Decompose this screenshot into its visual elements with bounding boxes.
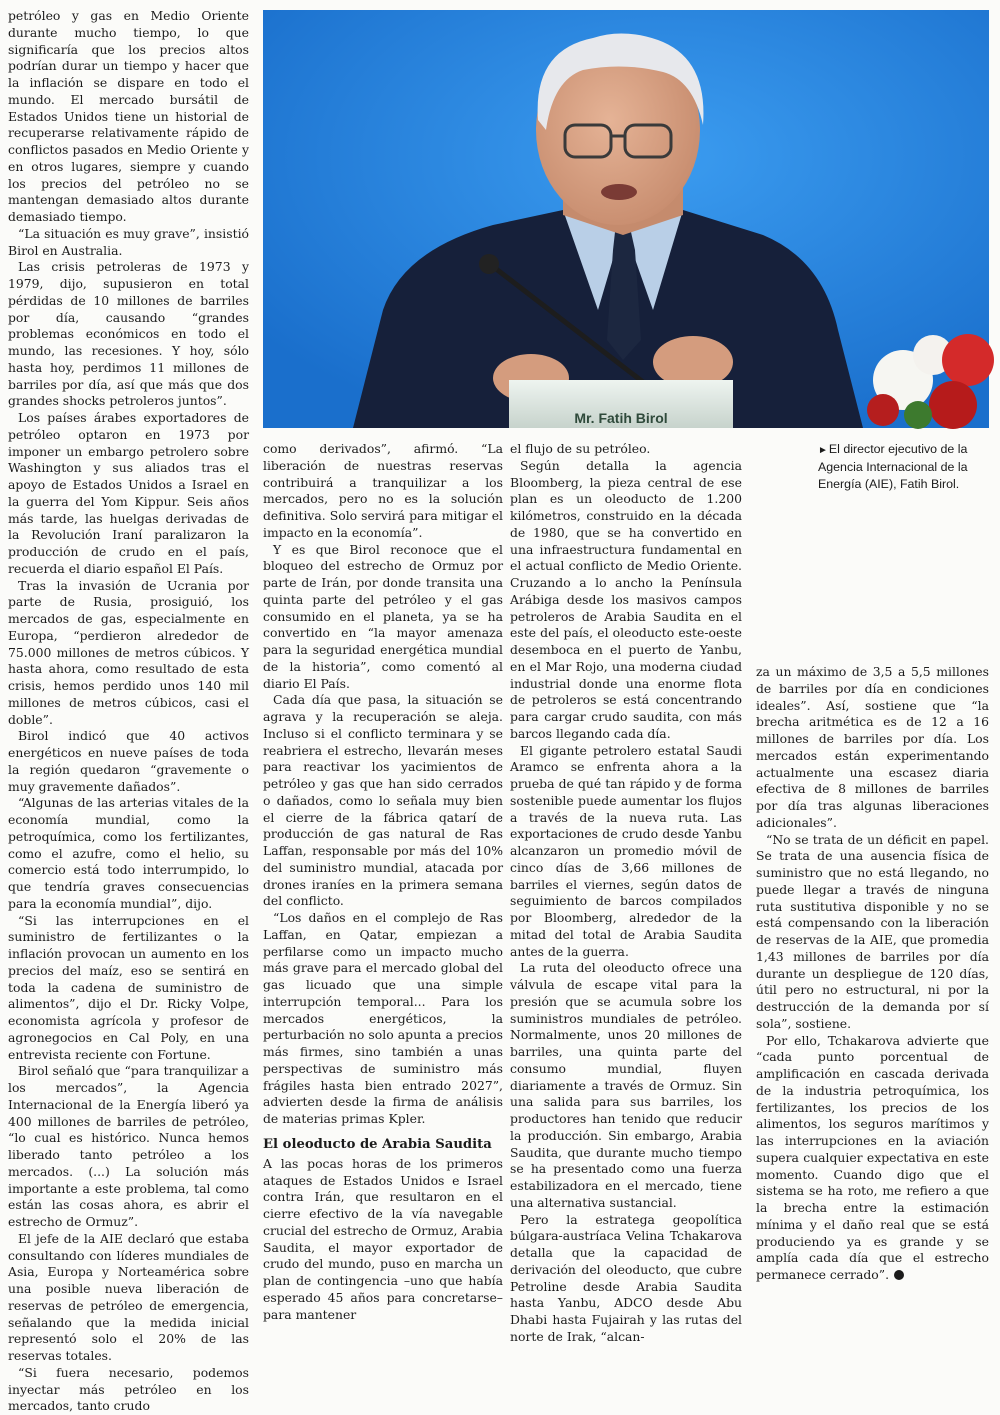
podium-label: Mr. Fatih Birol <box>574 410 668 426</box>
caption-arrow: ► <box>818 445 828 456</box>
paragraph: Tras la invasión de Ucrania por parte de Rusia, prosiguió, los mercados de gas, especialmente en Europa, “perdieron alrededor de 75.000 millones de metros cúbicos. Y hasta ahora, como resultado de esta crisis, hemos perdido unos 140 mil millones de metros cúbicos, casi el doble”. <box>8 577 249 727</box>
paragraph: za un máximo de 3,5 a 5,5 millones de barriles por día en condiciones ideales”. Así, sostiene que “la brecha aritmética es de 12 a 16 millones de barriles por día. Los mercados están experimentando actualmente una escasez diaria efectiva de 8 millones de barriles por día tras algunas liberaciones adicionales”. <box>756 664 989 830</box>
article-photo <box>263 10 989 428</box>
paragraph: Según detalla la agencia Bloomberg, la pieza central de ese plan es un oleoducto de 1.200 kilómetros, construido en la década de 1980, que se ha convertido en una infraestructura fundamental en el actual conflicto de Medio Oriente. Cruzando a lo ancho la Península Arábiga desde los masivos campos petroleros de Arabia Saudita en el este del país, el oleoducto este-oeste desemboca en el puerto de Yanbu, en el Mar Rojo, una moderna ciudad industrial donde una enorme flota de petroleros se está concentrando para cargar crudo saudita, con más barcos llegando cada día. <box>510 457 742 741</box>
paragraph: Birol indicó que 40 activos energéticos en nueve países de toda la región quedaron “gravemente o muy gravemente dañados”. <box>8 728 249 794</box>
caption-text: El director ejecutivo de la Agencia Internacional de la Energía (AIE), Fatih Birol. <box>818 442 968 491</box>
paragraph: petróleo y gas en Medio Oriente durante mucho tiempo, lo que significaría que los precios altos podrían durar un tiempo y hacer que la inflación se dispare en todo el mundo. El mercado bursátil de Estados Unidos tiene un historial de recuperarse relativamente rápido de conflictos pasados en Medio Oriente y en otros lugares, siempre y cuando los precios del petróleo no se mantengan demasiado altos durante demasiado tiempo. <box>8 8 249 224</box>
paragraph: “Algunas de las arterias vitales de la economía mundial, como la petroquímica, como los fertilizantes, como el azufre, como el helio, su comercio está todo interrumpido, lo que tendría graves consecuencias para la economía mundial”, dijo. <box>8 795 249 911</box>
article-column-4 <box>756 664 989 1282</box>
end-of-article-mark <box>894 1270 904 1280</box>
article-column-3 <box>510 441 742 1344</box>
paragraph: Y es que Birol reconoce que el bloqueo del estrecho de Ormuz por parte de Irán, por donde transita una quinta parte del petróleo y el gas consumido en el planeta, ya se ha convertido en “la mayor amenaza para la seguridad energética mundial de la historia”, como comentó al diario El País. <box>263 541 503 691</box>
paragraph <box>756 1033 989 1284</box>
paragraph: Las crisis petroleras de 1973 y 1979, dijo, supusieron en total pérdidas de 10 millones de barriles por día, causando “grandes problemas económicos en todo el mundo, las recesiones. Y hoy, sólo hasta hoy, perdimos 11 millones de barriles por día, así que más que dos grandes shocks petroleros juntos”. <box>8 259 249 409</box>
paragraph: Birol señaló que “para tranquilizar a los mercados”, la Agencia Internacional de la Energía liberó ya 400 millones de barriles de petróleo, “lo cual es histórico. Nunca hemos liberado tanto petróleo a los mercados. (...) La solución más importante a este problema, tal como están las cosas ahora, es abrir el estrecho de Ormuz”. <box>8 1063 249 1229</box>
paragraph: Cada día que pasa, la situación se agrava y la recuperación se aleja. Incluso si el conflicto terminara y se reabriera el estrecho, llevarán meses para reactivar los yacimientos de petróleo y gas que han sido cerrados o dañados, como lo señala muy bien el cierre de la fábrica qatarí de producción de gas natural de Ras Laffan, responsable por más del 10% del suministro mundial, atacada por drones iraníes en la primera semana del conflicto. <box>263 692 503 909</box>
paragraph: “Los daños en el complejo de Ras Laffan, en Qatar, empiezan a perfilarse como un impacto mucho más grave para el mercado global del gas licuado que una simple interrupción temporal... Para los mercados energéticos, la perturbación no solo apunta a precios más firmes, sino también a unas perspectivas de suministro más frágiles hasta bien entrado 2027”, advierten desde la firma de análisis de materias primas Kpler. <box>263 910 503 1126</box>
article-column-1 <box>8 8 249 1414</box>
paragraph: Los países árabes exportadores de petróleo optaron en 1973 por imponer un embargo petrolero sobre Washington y sus aliados tras el apoyo de Estados Unidos a Israel en la guerra del Yom Kippur. Seis años más tarde, las huelgas derivadas de la Revolución Iraní paralizaron la producción de crudo en el país, recuerda el diario español El País. <box>8 410 249 576</box>
paragraph: “Si las interrupciones en el suministro de fertilizantes o la inflación provocan un aumento en los precios del maíz, eso se sentirá en toda la cadena de suministro de alimentos”, dijo el Dr. Ricky Volpe, economista agrícola y profesor de agronegocios en Cal Poly, en una entrevista reciente con Fortune. <box>8 912 249 1062</box>
section-subheading: El oleoducto de Arabia Saudita <box>263 1136 492 1152</box>
paragraph: “Si fuera necesario, podemos inyectar más petróleo en los mercados, tanto crudo <box>8 1364 249 1414</box>
article-column-2 <box>263 441 503 1322</box>
paragraph: El jefe de la AIE declaró que estaba consultando con líderes mundiales de Asia, Europa y Norteamérica sobre una posible nueva liberación de reservas de petróleo de emergencia, señalando que la medida inicial representó solo el 20% de las reservas totales. <box>8 1230 249 1363</box>
paragraph: Pero la estratega geopolítica búlgara-austríaca Velina Tchakarova detalla que la capacidad de derivación del oleoducto, que cubre Petroline desde Arabia Saudita hasta Yanbu, ADCO desde Abu Dhabi hasta Fujairah y las rutas del norte de Irak, “alcan- <box>510 1211 742 1344</box>
paragraph: El gigante petrolero estatal Saudi Aramco se enfrenta ahora a la prueba de qué tan rápido y de forma sostenible puede aumentar los flujos a través de la nueva ruta. Las exportaciones de crudo desde Yanbu alcanzaron un promedio móvil de cinco días de 3,66 millones de barriles el viernes, según datos de seguimiento de barcos compilados por Bloomberg, alrededor de la mitad del total de Arabia Saudita antes de la guerra. <box>510 742 742 959</box>
paragraph: el flujo de su petróleo. <box>510 441 651 456</box>
paragraph: “La situación es muy grave”, insistió Birol en Australia. <box>8 225 249 258</box>
paragraph: La ruta del oleoducto ofrece una válvula de escape vital para la presión que se acumula sobre los suministros mundiales de petróleo. Normalmente, unos 20 millones de barriles, una quinta parte del consumo mundial, fluyen diariamente a través de Ormuz. Sin una salida para sus barriles, los productores han tenido que reducir la producción. Sin embargo, Arabia Saudita, que durante mucho tiempo se ha presentado como una fuerza estabilizadora en el mercado, tiene una alternativa sustancial. <box>510 960 742 1210</box>
paragraph: A las pocas horas de los primeros ataques de Estados Unidos e Israel contra Irán, que resultaron en el cierre efectivo de la vía navegable crucial del estrecho de Ormuz, Arabia Saudita, el mayor exportador de crudo del mundo, puso en marcha un plan de contingencia –uno que había esperado 45 años para concretarse– para mantener <box>263 1155 503 1322</box>
paragraph: como derivados”, afirmó. “La liberación de nuestras reservas contribuirá a tranquilizar a los mercados, pero no es la solución definitiva. Solo servirá para mitigar el impacto en la economía”. <box>263 441 503 540</box>
photo-caption <box>818 441 990 493</box>
paragraph-text: Por ello, Tchakarova advierte que “cada punto porcentual de amplificación en cascada derivada de la industria petroquímica, los fertilizantes, los precios de los alimentos, los seguros marítimos y las interrupciones en la aviación supera cualquier expectativa en este momento. Cuando digo que el sistema se ha roto, me refiero a que la brecha entre la estimación mínima y el daño real que se está produciendo ya es grande y se amplía cada día que el estrecho permanece cerrado”. <box>756 1032 989 1282</box>
paragraph: “No se trata de un déficit en papel. Se trata de una ausencia física de suministro que no está llegando, no puede llegar a través de ninguna ruta sustitutiva disponible y no se está compensando con la liberación de reservas de la AIE, que promedia 1,43 millones de barriles por día durante un despliegue de 120 días, útil pero no estructural, ni por la destrucción de la demanda por sí sola”, sostiene. <box>756 831 989 1031</box>
